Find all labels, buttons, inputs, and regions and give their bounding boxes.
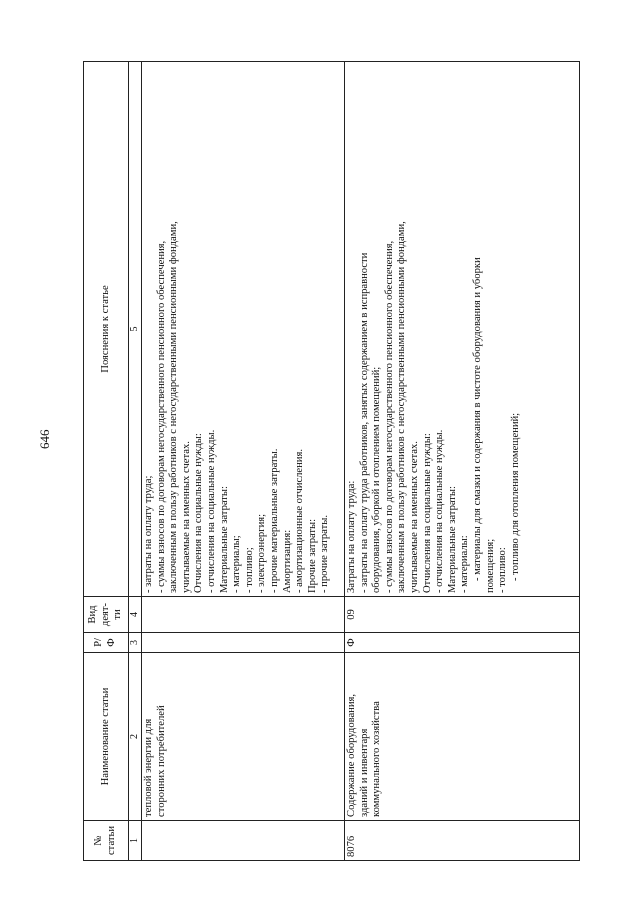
column-number: 1: [129, 821, 142, 861]
note-line: - прочие материальные затраты.: [268, 448, 280, 593]
activity-cell: 09: [345, 597, 580, 633]
article-name-cell: [142, 653, 345, 821]
column-number: 4: [129, 597, 142, 633]
activity-cell: [142, 597, 345, 633]
note-line: заключенным в пользу работников с негосударственными пенсионными фондами,: [168, 221, 180, 593]
note-line: учитываемые на именных счетах.: [180, 441, 192, 593]
note-line: - отчисления на социальные нужды.: [205, 429, 217, 593]
page-number: 646: [37, 429, 52, 449]
column-number: 3: [129, 633, 142, 653]
article-name-line: коммунального хозяйства: [371, 701, 383, 817]
note-line: помещения;: [484, 538, 496, 593]
note-line: - материалы:: [459, 535, 471, 593]
article-number-cell: [142, 821, 345, 861]
header-article-name: Наименование статьи: [84, 653, 129, 821]
note-line: Прочие затраты:: [306, 518, 318, 593]
note-line: оборудования, уборкой и отоплением помещений;: [371, 366, 383, 593]
article-name-line: Содержание оборудования,: [346, 693, 357, 817]
article-number-cell: 8076: [345, 821, 580, 861]
note-line: - прочие затраты.: [319, 514, 331, 593]
article-name-line: сторонних потребителей: [155, 705, 167, 817]
note-line: - топливо;: [243, 547, 255, 593]
note-line: Материальные затраты:: [446, 486, 458, 593]
table-row: [345, 62, 580, 861]
table-row: [142, 62, 345, 861]
notes-cell: [142, 62, 345, 597]
note-line: - материалы;: [231, 535, 243, 593]
article-name-line: тепловой энергии для: [143, 718, 154, 817]
note-line: - электроэнергия;: [256, 513, 268, 593]
note-line: - отчисления на социальные нужды.: [434, 429, 446, 593]
note-line: - затраты на оплату труда работников, занятых содержанием в исправности: [358, 252, 370, 593]
notes-cell: [345, 62, 580, 597]
note-line: Отчисления на социальные нужды:: [193, 433, 205, 593]
note-line: - топливо:: [497, 547, 509, 593]
note-line: - затраты на оплату труда;: [143, 475, 154, 593]
note-line: Затраты на оплату труда:: [346, 480, 357, 593]
rotated-table-sheet: [83, 62, 579, 861]
note-line: учитываемые на именных счетах.: [408, 441, 420, 593]
note-line: - суммы взносов по договорам негосударственного пенсионного обеспечения,: [155, 240, 167, 593]
rf-cell: Ф: [345, 633, 580, 653]
note-line: - материалы для смазки и содержания в чистоте оборудования и уборки: [471, 257, 483, 581]
cost-items-table: [83, 61, 580, 861]
header-article-number: № статьи: [84, 821, 129, 861]
header-activity-type: Вид деят-ти: [84, 597, 129, 633]
article-name-cell: [345, 653, 580, 821]
note-line: - амортизационные отчисления.: [294, 449, 306, 593]
table-header-row: [84, 62, 129, 861]
column-number: 2: [129, 653, 142, 821]
header-rf: Р/ Ф: [84, 633, 129, 653]
article-name-line: зданий и инвентаря: [358, 728, 370, 817]
note-line: Материальные затраты:: [218, 486, 230, 593]
note-line: Амортизация:: [281, 529, 293, 593]
note-line: - суммы взносов по договорам негосударственного пенсионного обеспечения,: [383, 240, 395, 593]
note-line: Отчисления на социальные нужды:: [421, 433, 433, 593]
note-line: - топливо для отопления помещений;: [509, 412, 521, 581]
header-notes: Пояснения к статье: [84, 62, 129, 597]
column-number-row: [129, 62, 142, 861]
note-line: заключенным в пользу работников с негосударственными пенсионными фондами,: [396, 221, 408, 593]
rf-cell: [142, 633, 345, 653]
column-number: 5: [129, 62, 142, 597]
